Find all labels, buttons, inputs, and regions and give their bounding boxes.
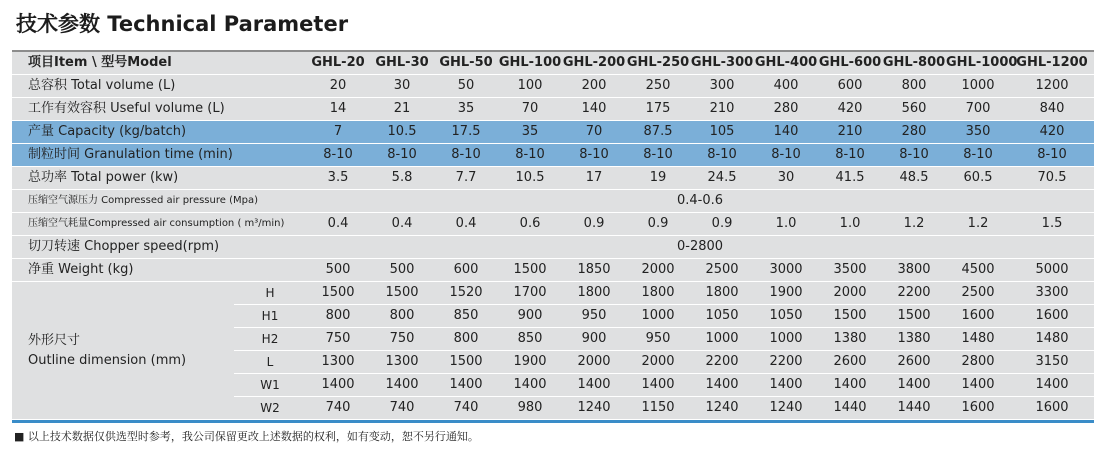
value-cell: 210: [818, 121, 882, 144]
value-cell: 2800: [946, 351, 1010, 374]
value-cell: 1.2: [946, 213, 1010, 236]
value-cell: 1.0: [754, 213, 818, 236]
value-cell: 2000: [818, 282, 882, 305]
value-cell: 1400: [434, 374, 498, 397]
value-cell: 0.9: [562, 213, 626, 236]
value-cell: 35: [498, 121, 562, 144]
value-cell: 280: [882, 121, 946, 144]
parameter-table-body: [12, 52, 1094, 420]
value-cell: 800: [306, 305, 370, 328]
value-cell: 1800: [690, 282, 754, 305]
value-cell: 140: [754, 121, 818, 144]
value-cell: 5.8: [370, 167, 434, 190]
value-cell: 1400: [498, 374, 562, 397]
header-label: 项目Item \ 型号Model: [12, 52, 306, 75]
model-header-cell: GHL-400: [754, 52, 818, 75]
value-cell: 4500: [946, 259, 1010, 282]
value-cell: 70: [562, 121, 626, 144]
value-cell: 140: [562, 98, 626, 121]
value-cell: 750: [370, 328, 434, 351]
value-cell: 1520: [434, 282, 498, 305]
dimension-row: [12, 282, 1094, 305]
value-cell: 1050: [754, 305, 818, 328]
value-cell: 1000: [946, 75, 1010, 98]
value-cell: 3000: [754, 259, 818, 282]
value-cell: 1500: [306, 282, 370, 305]
value-cell: 87.5: [626, 121, 690, 144]
value-cell: 175: [626, 98, 690, 121]
value-cell: 10.5: [498, 167, 562, 190]
dimension-label-cn: 外形尺寸: [28, 332, 81, 348]
value-cell: 200: [562, 75, 626, 98]
value-cell: 1480: [946, 328, 1010, 351]
value-cell: 1500: [434, 351, 498, 374]
value-cell: 1000: [754, 328, 818, 351]
value-cell: 280: [754, 98, 818, 121]
value-cell: 0.4: [306, 213, 370, 236]
value-cell: 8-10: [370, 144, 434, 167]
value-cell: 5000: [1010, 259, 1094, 282]
value-cell: 740: [370, 397, 434, 420]
model-header-cell: GHL-800: [882, 52, 946, 75]
dimension-label-en: Outline dimension (mm): [28, 352, 187, 368]
value-cell: 19: [626, 167, 690, 190]
value-cell: 1380: [882, 328, 946, 351]
value-cell: 1000: [690, 328, 754, 351]
value-cell: 1380: [818, 328, 882, 351]
value-cell: 8-10: [306, 144, 370, 167]
value-cell: 21: [370, 98, 434, 121]
value-cell: 8-10: [562, 144, 626, 167]
model-header-cell: GHL-600: [818, 52, 882, 75]
value-cell: 850: [498, 328, 562, 351]
value-cell: 350: [946, 121, 1010, 144]
value-cell: 1400: [370, 374, 434, 397]
value-cell: 3500: [818, 259, 882, 282]
page-title: 技术参数 Technical Parameter: [16, 12, 349, 36]
value-cell: 1480: [1010, 328, 1094, 351]
value-cell: 420: [818, 98, 882, 121]
value-cell: 1800: [626, 282, 690, 305]
value-cell: 800: [882, 75, 946, 98]
value-cell: 2200: [690, 351, 754, 374]
value-cell: 740: [434, 397, 498, 420]
value-cell: 1240: [754, 397, 818, 420]
table-row: [12, 121, 1094, 144]
value-cell: 1.5: [1010, 213, 1094, 236]
value-cell: 980: [498, 397, 562, 420]
value-cell: 800: [434, 328, 498, 351]
parameter-table-container: [12, 50, 1094, 423]
value-cell: 41.5: [818, 167, 882, 190]
value-cell: 20: [306, 75, 370, 98]
value-cell: 1440: [818, 397, 882, 420]
value-cell: 1600: [946, 397, 1010, 420]
value-cell: 1600: [1010, 305, 1094, 328]
value-cell: 17: [562, 167, 626, 190]
value-cell: 8-10: [754, 144, 818, 167]
value-cell: 2000: [562, 351, 626, 374]
value-cell: 700: [946, 98, 1010, 121]
model-header-cell: GHL-1200: [1010, 52, 1094, 75]
row-label: 产量 Capacity (kg/batch): [12, 121, 306, 144]
row-label: 工作有效容积 Useful volume (L): [12, 98, 306, 121]
value-cell: 950: [562, 305, 626, 328]
dimension-label: [12, 282, 234, 420]
value-cell: 1500: [818, 305, 882, 328]
value-cell: 8-10: [626, 144, 690, 167]
value-cell: 100: [498, 75, 562, 98]
model-header-cell: GHL-30: [370, 52, 434, 75]
table-row: [12, 98, 1094, 121]
value-cell: 30: [754, 167, 818, 190]
value-cell: 30: [370, 75, 434, 98]
value-cell: 950: [626, 328, 690, 351]
value-cell: 1400: [818, 374, 882, 397]
dimension-sub-label: W1: [234, 374, 306, 397]
value-cell: 1400: [754, 374, 818, 397]
value-cell: 210: [690, 98, 754, 121]
value-cell: 850: [434, 305, 498, 328]
dimension-sub-label: H: [234, 282, 306, 305]
value-cell: 800: [370, 305, 434, 328]
value-cell: 1600: [946, 305, 1010, 328]
value-cell: 2500: [946, 282, 1010, 305]
value-cell: 2500: [690, 259, 754, 282]
value-cell: 3150: [1010, 351, 1094, 374]
value-cell: 2600: [882, 351, 946, 374]
model-header-cell: GHL-250: [626, 52, 690, 75]
value-cell: 840: [1010, 98, 1094, 121]
value-cell: 1150: [626, 397, 690, 420]
value-cell: 35: [434, 98, 498, 121]
spanned-value-cell: 0.4-0.6: [306, 190, 1094, 213]
value-cell: 0.9: [690, 213, 754, 236]
value-cell: 1400: [946, 374, 1010, 397]
value-cell: 0.9: [626, 213, 690, 236]
row-label: 总容积 Total volume (L): [12, 75, 306, 98]
value-cell: 10.5: [370, 121, 434, 144]
value-cell: 740: [306, 397, 370, 420]
value-cell: 8-10: [1010, 144, 1094, 167]
row-label: 净重 Weight (kg): [12, 259, 306, 282]
row-label: 压缩空气源压力 Compressed air pressure (Mpa): [12, 190, 306, 213]
value-cell: 600: [434, 259, 498, 282]
dimension-sub-label: L: [234, 351, 306, 374]
value-cell: 1000: [626, 305, 690, 328]
value-cell: 1500: [370, 282, 434, 305]
value-cell: 300: [690, 75, 754, 98]
parameter-table: [12, 52, 1094, 420]
value-cell: 750: [306, 328, 370, 351]
model-header-cell: GHL-200: [562, 52, 626, 75]
value-cell: 3800: [882, 259, 946, 282]
value-cell: 1900: [754, 282, 818, 305]
table-header-row: [12, 52, 1094, 75]
value-cell: 3300: [1010, 282, 1094, 305]
value-cell: 1240: [690, 397, 754, 420]
value-cell: 1400: [882, 374, 946, 397]
value-cell: 1050: [690, 305, 754, 328]
value-cell: 105: [690, 121, 754, 144]
table-row: [12, 259, 1094, 282]
value-cell: 14: [306, 98, 370, 121]
table-row: [12, 213, 1094, 236]
table-row: [12, 190, 1094, 213]
value-cell: 8-10: [818, 144, 882, 167]
value-cell: 2000: [626, 351, 690, 374]
value-cell: 8-10: [434, 144, 498, 167]
dimension-sub-label: W2: [234, 397, 306, 420]
value-cell: 1400: [690, 374, 754, 397]
row-label: 总功率 Total power (kw): [12, 167, 306, 190]
value-cell: 900: [498, 305, 562, 328]
table-row: [12, 144, 1094, 167]
value-cell: 8-10: [882, 144, 946, 167]
footnote: ■ 以上技术数据仅供选型时参考，我公司保留更改上述数据的权利，如有变动，恕不另行通知。: [14, 430, 479, 443]
value-cell: 560: [882, 98, 946, 121]
value-cell: 48.5: [882, 167, 946, 190]
value-cell: 250: [626, 75, 690, 98]
value-cell: 1.0: [818, 213, 882, 236]
table-row: [12, 75, 1094, 98]
value-cell: 400: [754, 75, 818, 98]
value-cell: 70: [498, 98, 562, 121]
model-header-cell: GHL-20: [306, 52, 370, 75]
model-header-cell: GHL-1000: [946, 52, 1010, 75]
value-cell: 1500: [882, 305, 946, 328]
dimension-sub-label: H2: [234, 328, 306, 351]
value-cell: 1500: [498, 259, 562, 282]
value-cell: 500: [370, 259, 434, 282]
model-header-cell: GHL-100: [498, 52, 562, 75]
table-bottom-rule: [12, 420, 1094, 423]
value-cell: 2600: [818, 351, 882, 374]
value-cell: 1400: [562, 374, 626, 397]
value-cell: 900: [562, 328, 626, 351]
value-cell: 60.5: [946, 167, 1010, 190]
value-cell: 1400: [306, 374, 370, 397]
value-cell: 70.5: [1010, 167, 1094, 190]
value-cell: 600: [818, 75, 882, 98]
value-cell: 420: [1010, 121, 1094, 144]
model-header-cell: GHL-300: [690, 52, 754, 75]
value-cell: 1600: [1010, 397, 1094, 420]
value-cell: 1400: [1010, 374, 1094, 397]
value-cell: 8-10: [690, 144, 754, 167]
value-cell: 50: [434, 75, 498, 98]
value-cell: 1240: [562, 397, 626, 420]
value-cell: 24.5: [690, 167, 754, 190]
value-cell: 1440: [882, 397, 946, 420]
dimension-sub-label: H1: [234, 305, 306, 328]
value-cell: 7.7: [434, 167, 498, 190]
table-row: [12, 236, 1094, 259]
value-cell: 1900: [498, 351, 562, 374]
spanned-value-cell: 0-2800: [306, 236, 1094, 259]
value-cell: 0.6: [498, 213, 562, 236]
value-cell: 3.5: [306, 167, 370, 190]
value-cell: 17.5: [434, 121, 498, 144]
model-header-cell: GHL-50: [434, 52, 498, 75]
table-row: [12, 167, 1094, 190]
value-cell: 2000: [626, 259, 690, 282]
value-cell: 7: [306, 121, 370, 144]
value-cell: 0.4: [434, 213, 498, 236]
value-cell: 1300: [370, 351, 434, 374]
value-cell: 0.4: [370, 213, 434, 236]
value-cell: 1850: [562, 259, 626, 282]
value-cell: 2200: [754, 351, 818, 374]
value-cell: 8-10: [498, 144, 562, 167]
row-label: 切刀转速 Chopper speed(rpm): [12, 236, 306, 259]
row-label: 压缩空气耗量Compressed air consumption ( m³/min): [12, 213, 306, 236]
value-cell: 1400: [626, 374, 690, 397]
value-cell: 2200: [882, 282, 946, 305]
value-cell: 1200: [1010, 75, 1094, 98]
row-label: 制粒时间 Granulation time (min): [12, 144, 306, 167]
value-cell: 1300: [306, 351, 370, 374]
value-cell: 1800: [562, 282, 626, 305]
value-cell: 1700: [498, 282, 562, 305]
value-cell: 1.2: [882, 213, 946, 236]
value-cell: 500: [306, 259, 370, 282]
value-cell: 8-10: [946, 144, 1010, 167]
